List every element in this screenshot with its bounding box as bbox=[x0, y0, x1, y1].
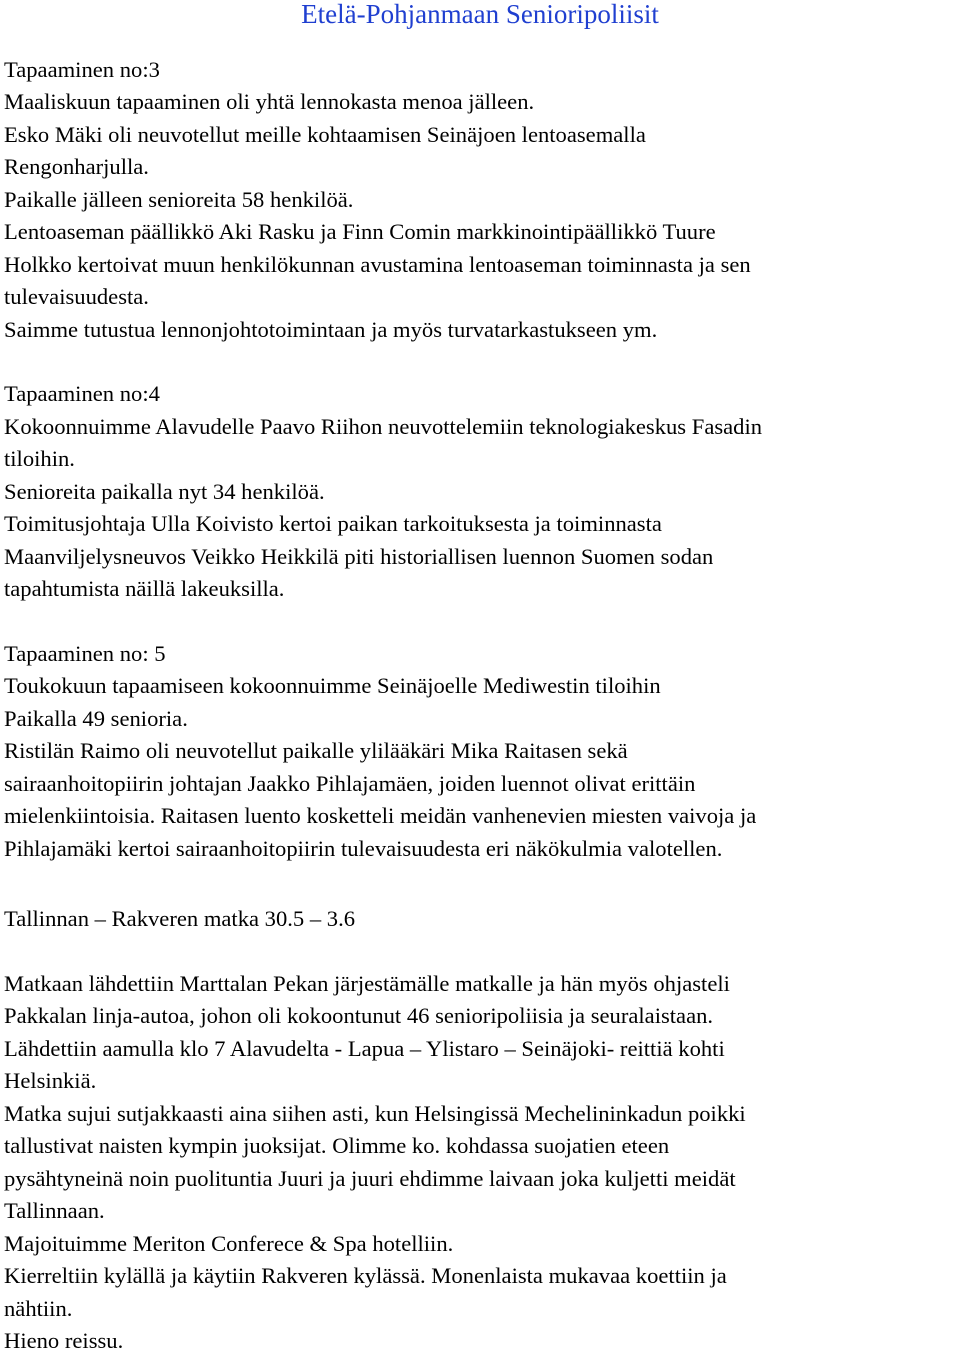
text-line: Paikalle jälleen senioreita 58 henkilöä. bbox=[4, 187, 354, 212]
text-line: Rengonharjulla. bbox=[4, 154, 149, 179]
text-line: Pihlajamäki kertoi sairaanhoitopiirin tulevaisuudesta eri näkökulmia valotellen. bbox=[4, 836, 723, 861]
text-line: Maaliskuun tapaaminen oli yhtä lennokasta menoa jälleen. bbox=[4, 89, 535, 114]
text-line: tiloihin. bbox=[4, 446, 75, 471]
text-line: Paikalla 49 senioria. bbox=[4, 706, 188, 731]
text-line: Majoituimme Meriton Conferece & Spa hotelliin. bbox=[4, 1231, 454, 1256]
text-line: Tallinnan – Rakveren matka 30.5 – 3.6 bbox=[4, 906, 356, 931]
text-line: pysähtyneinä noin puolituntia Juuri ja juuri ehdimme laivaan joka kuljetti meidät bbox=[4, 1166, 736, 1191]
text-line: mielenkiintoisia. Raitasen luento kosketteli meidän vanhenevien miesten vaivoja ja bbox=[4, 803, 757, 828]
text-line: Tapaaminen no:3 bbox=[4, 57, 160, 82]
text-line: Tallinnaan. bbox=[4, 1198, 105, 1223]
text-line: Saimme tutustua lennonjohtotoimintaan ja myös turvatarkastukseen ym. bbox=[4, 317, 658, 342]
text-line: Senioreita paikalla nyt 34 henkilöä. bbox=[4, 479, 325, 504]
text-line: Tapaaminen no:4 bbox=[4, 381, 160, 406]
text-line: Tapaaminen no: 5 bbox=[4, 641, 166, 666]
text-line: Ristilän Raimo oli neuvotellut paikalle ylilääkäri Mika Raitasen sekä bbox=[4, 738, 628, 763]
text-line: Toukokuun tapaamiseen kokoonnuimme Seinäjoelle Mediwestin tiloihin bbox=[4, 673, 661, 698]
text-line: Esko Mäki oli neuvotellut meille kohtaamisen Seinäjoen lentoasemalla bbox=[4, 122, 646, 147]
text-line: Pakkalan linja-autoa, johon oli kokoontunut 46 senioripoliisia ja seuralaistaan. bbox=[4, 1003, 714, 1028]
text-line: tallustivat naisten kympin juoksijat. Olimme ko. kohdassa suojatien eteen bbox=[4, 1133, 670, 1158]
text-line: sairaanhoitopiirin johtajan Jaakko Pihlajamäen, joiden luennot olivat erittäin bbox=[4, 771, 696, 796]
text-line: Holkko kertoivat muun henkilökunnan avustamina lentoaseman toiminnasta ja sen bbox=[4, 252, 751, 277]
text-line: Kierreltiin kylällä ja käytiin Rakveren kylässä. Monenlaista mukavaa koettiin ja bbox=[4, 1263, 727, 1288]
text-line: Helsinkiä. bbox=[4, 1068, 97, 1093]
text-line: Lähdettiin aamulla klo 7 Alavudelta - Lapua – Ylistaro – Seinäjoki- reittiä kohti bbox=[4, 1036, 725, 1061]
text-line: Toimitusjohtaja Ulla Koivisto kertoi paikan tarkoituksesta ja toiminnasta bbox=[4, 511, 662, 536]
text-line: Matkaan lähdettiin Marttalan Pekan järjestämälle matkalle ja hän myös ohjasteli bbox=[4, 971, 730, 996]
text-line: Matka sujui sutjakkaasti aina siihen asti, kun Helsingissä Mechelininkadun poikki bbox=[4, 1101, 746, 1126]
text-line: tulevaisuudesta. bbox=[4, 284, 149, 309]
text-line: Lentoaseman päällikkö Aki Rasku ja Finn Comin markkinointipäällikkö Tuure bbox=[4, 219, 716, 244]
text-line: tapahtumista näillä lakeuksilla. bbox=[4, 576, 285, 601]
text-line: Maanviljelysneuvos Veikko Heikkilä piti historiallisen luennon Suomen sodan bbox=[4, 544, 714, 569]
page-title: Etelä-Pohjanmaan Senioripoliisit bbox=[301, 0, 659, 29]
text-line: Kokoonnuimme Alavudelle Paavo Riihon neuvottelemiin teknologiakeskus Fasadin bbox=[4, 414, 763, 439]
text-line: nähtiin. bbox=[4, 1296, 73, 1321]
text-line: Hieno reissu. bbox=[4, 1328, 124, 1353]
